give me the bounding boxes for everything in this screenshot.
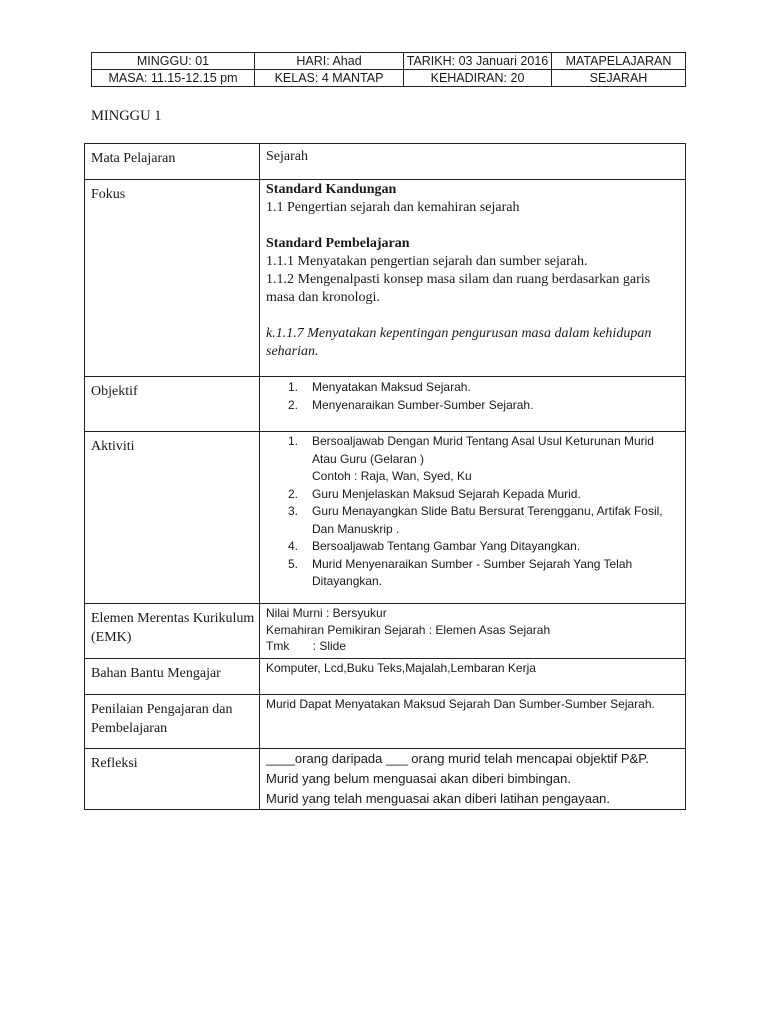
row-content (260, 377, 686, 432)
row-content (260, 604, 686, 659)
row-label: Objektif (85, 377, 260, 432)
tarikh-cell: TARIKH: 03 Januari 2016 (404, 53, 552, 70)
row-refleksi (85, 749, 686, 810)
kemahiran-line: Kemahiran Pemikiran Sejarah : Elemen Asas Sejarah (266, 622, 551, 637)
row-content (260, 695, 686, 749)
row-penilaian (85, 695, 686, 749)
masa-cell: MASA: 11.15-12.15 pm (92, 70, 255, 87)
refleksi-line: Murid yang belum menguasai akan diberi bimbingan. (266, 771, 571, 786)
standard-kandungan-item: 1.1 Pengertian sejarah dan kemahiran sejarah (266, 200, 520, 215)
row-fokus (85, 180, 686, 377)
kehadiran-cell: KEHADIRAN: 20 (404, 70, 552, 87)
row-label: Mata Pelajaran (85, 144, 260, 180)
row-aktiviti (85, 432, 686, 604)
tmk-line: Tmk : Slide (266, 639, 347, 653)
list-item: 5. Murid Menyenaraikan Sumber - Sumber Sejarah Yang Telah Ditayangkan. (288, 556, 633, 588)
row-label: Aktiviti (85, 432, 260, 604)
row-objektif (85, 377, 686, 432)
header-row-1 (92, 53, 686, 70)
example-line: Contoh : Raja, Wan, Syed, Ku (312, 469, 472, 483)
row-label: Elemen Merentas Kurikulum (EMK) (85, 604, 260, 659)
matapelajaran-cell: MATAPELAJARAN (552, 53, 686, 70)
list-item: 4. Bersoaljawab Tentang Gambar Yang Ditayangkan. (288, 539, 581, 553)
minggu-cell: MINGGU: 01 (92, 53, 255, 70)
objektif-list (266, 377, 679, 414)
list-item: 1. Bersoaljawab Dengan Murid Tentang Asal Usul Keturunan Murid Atau Guru (Gelaran ) Contoh : Raja, Wan, Syed, Ku (288, 434, 654, 483)
list-item: 1. Menyatakan Maksud Sejarah. (288, 380, 471, 394)
subjek-cell: SEJARAH (552, 70, 686, 87)
row-label: Refleksi (85, 749, 260, 810)
penilaian-value: Murid Dapat Menyatakan Maksud Sejarah Dan Sumber-Sumber Sejarah. (266, 697, 655, 711)
row-mata-pelajaran (85, 144, 686, 180)
week-title: MINGGU 1 (91, 108, 162, 124)
header-row-2 (92, 70, 686, 87)
standard-pembelajaran-item: 1.1.1 Menyatakan pengertian sejarah dan sumber sejarah. (266, 254, 588, 269)
kelas-cell: KELAS: 4 MANTAP (255, 70, 404, 87)
refleksi-line: ____orang daripada ___ orang murid telah mencapai objektif P&P. (266, 751, 649, 766)
lesson-plan-table (84, 143, 686, 810)
nilai-murni-line: Nilai Murni : Bersyukur (266, 606, 387, 620)
list-item: 2. Guru Menjelaskan Maksud Sejarah Kepada Murid. (288, 486, 581, 501)
row-label: Penilaian Pengajaran dan Pembelajaran (85, 695, 260, 749)
list-item: 3. Guru Menayangkan Slide Batu Bersurat Terengganu, Artifak Fosil, Dan Manuskrip . (288, 504, 663, 536)
bahan-value: Komputer, Lcd,Buku Teks,Majalah,Lembaran Kerja (266, 661, 536, 675)
header-info-table (91, 52, 686, 87)
standard-kandungan-heading: Standard Kandungan (266, 182, 397, 197)
row-bahan-bantu (85, 659, 686, 695)
row-content (260, 432, 686, 604)
row-content (260, 144, 686, 180)
subject-value: Sejarah (266, 149, 308, 164)
row-label: Bahan Bantu Mengajar (85, 659, 260, 695)
row-label: Fokus (85, 180, 260, 377)
row-emk (85, 604, 686, 659)
row-content (260, 659, 686, 695)
hari-cell: HARI: Ahad (255, 53, 404, 70)
list-item: 2. Menyenaraikan Sumber-Sumber Sejarah. (288, 397, 534, 412)
aktiviti-list (266, 432, 679, 591)
standard-pembelajaran-heading: Standard Pembelajaran (266, 236, 410, 251)
row-content (260, 749, 686, 810)
fokus-note: k.1.1.7 Menyatakan kepentingan pengurusan masa dalam kehidupan seharian. (266, 326, 652, 359)
row-content (260, 180, 686, 377)
standard-pembelajaran-item: 1.1.2 Mengenalpasti konsep masa silam dan ruang berdasarkan garis masa dan kronologi. (266, 272, 651, 305)
refleksi-line: Murid yang telah menguasai akan diberi latihan pengayaan. (266, 791, 611, 806)
